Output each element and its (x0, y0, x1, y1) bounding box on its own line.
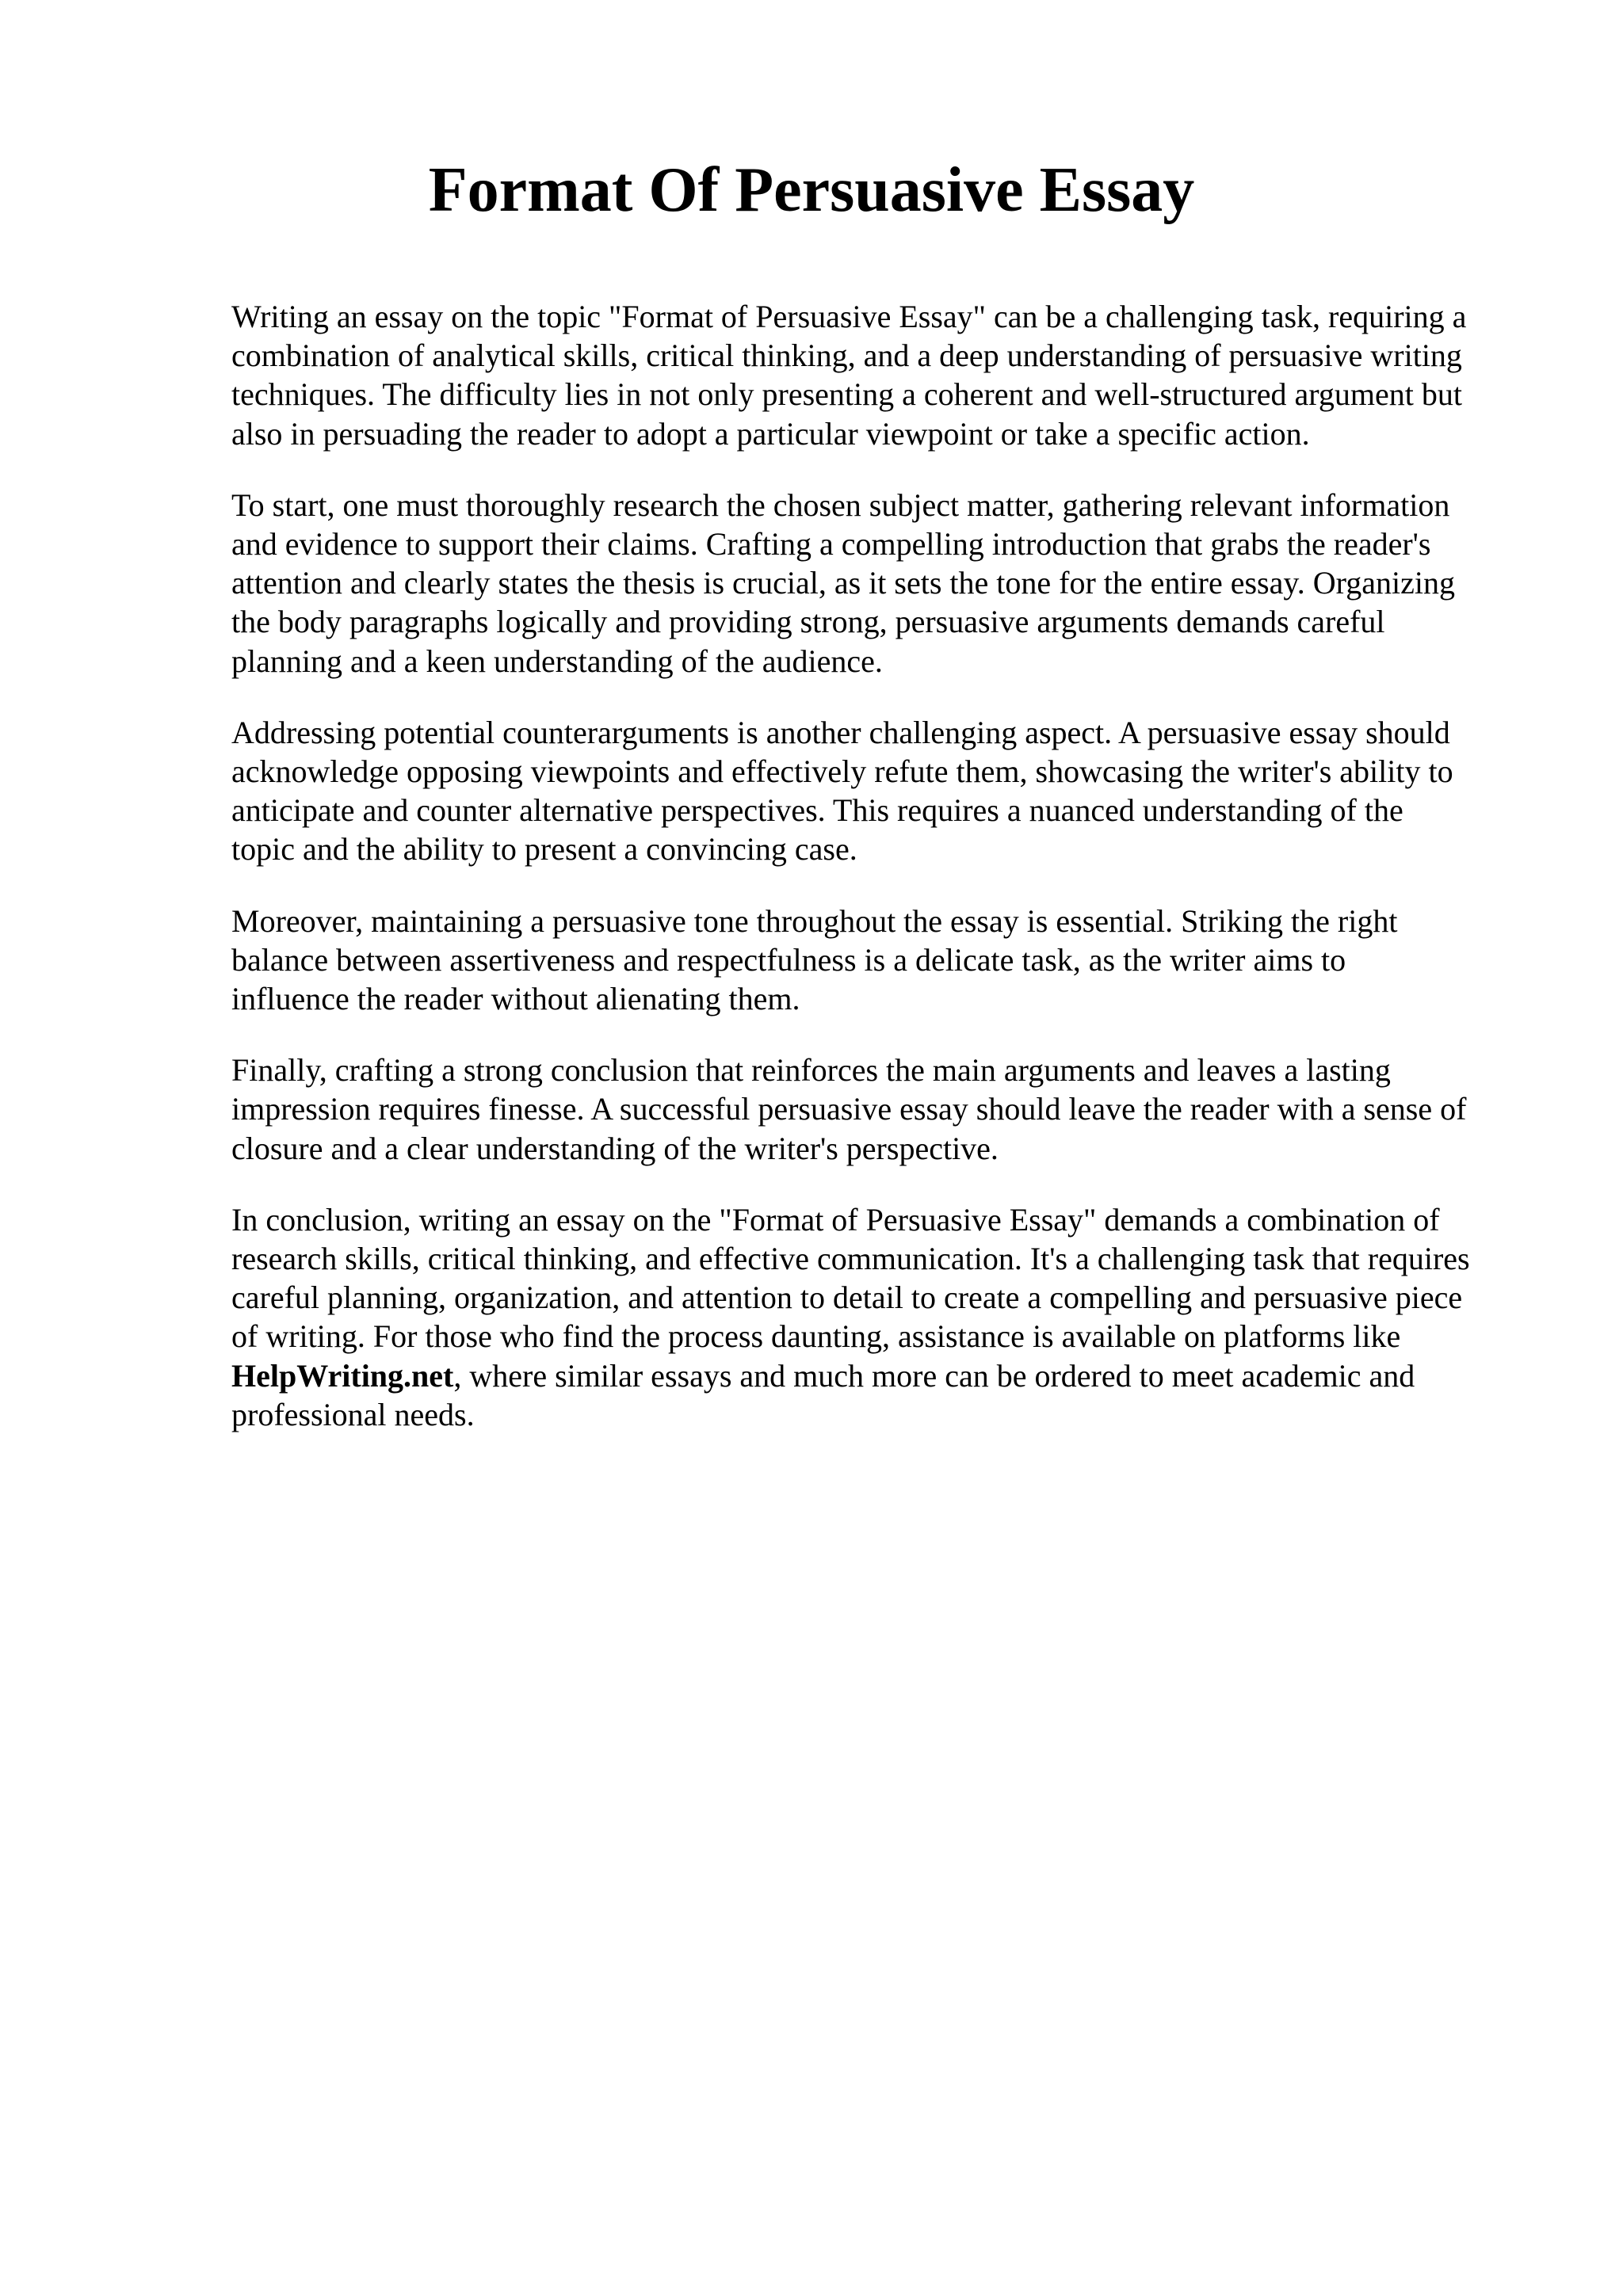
helpwriting-link[interactable]: HelpWriting.net (231, 1357, 454, 1394)
paragraph-6 (231, 1200, 1531, 1434)
paragraph-line: acknowledge opposing viewpoints and effectively refute them, showcasing the writer's ability to (231, 753, 1453, 790)
paragraph-line: Moreover, maintaining a persuasive tone throughout the essay is essential. Striking the right (231, 902, 1398, 939)
paragraph-line: Finally, crafting a strong conclusion that reinforces the main arguments and leaves a lasting (231, 1052, 1391, 1089)
paragraph-line: To start, one must thoroughly research the chosen subject matter, gathering relevant information (231, 486, 1450, 523)
paragraph-line-with-link (231, 1356, 1531, 1395)
paragraph-line: anticipate and counter alternative perspectives. This requires a nuanced understanding of the (231, 792, 1403, 829)
paragraph-line: attention and clearly states the thesis is crucial, as it sets the tone for the entire essay. Organizing (231, 565, 1455, 601)
paragraph-line: of writing. For those who find the process daunting, assistance is available on platforms like (231, 1318, 1401, 1355)
paragraph-4 (231, 902, 1531, 1019)
paragraph-line: topic and the ability to present a convincing case. (231, 831, 857, 868)
paragraph-line: influence the reader without alienating them. (231, 981, 800, 1017)
document-title: Format Of Persuasive Essay (428, 155, 1195, 225)
paragraph-line: closure and a clear understanding of the writer's perspective. (231, 1130, 999, 1166)
paragraph-line: balance between assertiveness and respectfulness is a delicate task, as the writer aims to (231, 941, 1346, 978)
paragraph-line: impression requires finesse. A successful persuasive essay should leave the reader with a sense of (231, 1091, 1467, 1127)
paragraph-1 (231, 297, 1531, 453)
paragraph-line: and evidence to support their claims. Crafting a compelling introduction that grabs the reader's (231, 526, 1431, 563)
document-body (231, 297, 1531, 1466)
paragraph-line: the body paragraphs logically and providing strong, persuasive arguments demands careful (231, 604, 1385, 640)
paragraph-2 (231, 486, 1531, 681)
paragraph-line: Addressing potential counterarguments is another challenging aspect. A persuasive essay should (231, 714, 1450, 750)
paragraph-line: planning and a keen understanding of the audience. (231, 643, 883, 679)
paragraph-line: also in persuading the reader to adopt a particular viewpoint or take a specific action. (231, 415, 1310, 452)
paragraph-line: professional needs. (231, 1396, 475, 1432)
paragraph-line: Writing an essay on the topic "Format of Persuasive Essay" can be a challenging task, requiring a (231, 299, 1467, 334)
paragraph-3 (231, 713, 1531, 869)
paragraph-line-tail: , where similar essays and much more can be ordered to meet academic and (453, 1357, 1415, 1394)
paragraph-line: combination of analytical skills, critical thinking, and a deep understanding of persuasive writing (231, 338, 1462, 374)
paragraph-line: careful planning, organization, and attention to detail to create a compelling and persuasive piece (231, 1280, 1463, 1316)
paragraph-line: In conclusion, writing an essay on the "Format of Persuasive Essay" demands a combination of (231, 1201, 1440, 1238)
paragraph-line: techniques. The difficulty lies in not only presenting a coherent and well-structured argument but (231, 376, 1462, 413)
paragraph-line: research skills, critical thinking, and effective communication. It's a challenging task that requires (231, 1241, 1470, 1277)
paragraph-5 (231, 1051, 1531, 1168)
